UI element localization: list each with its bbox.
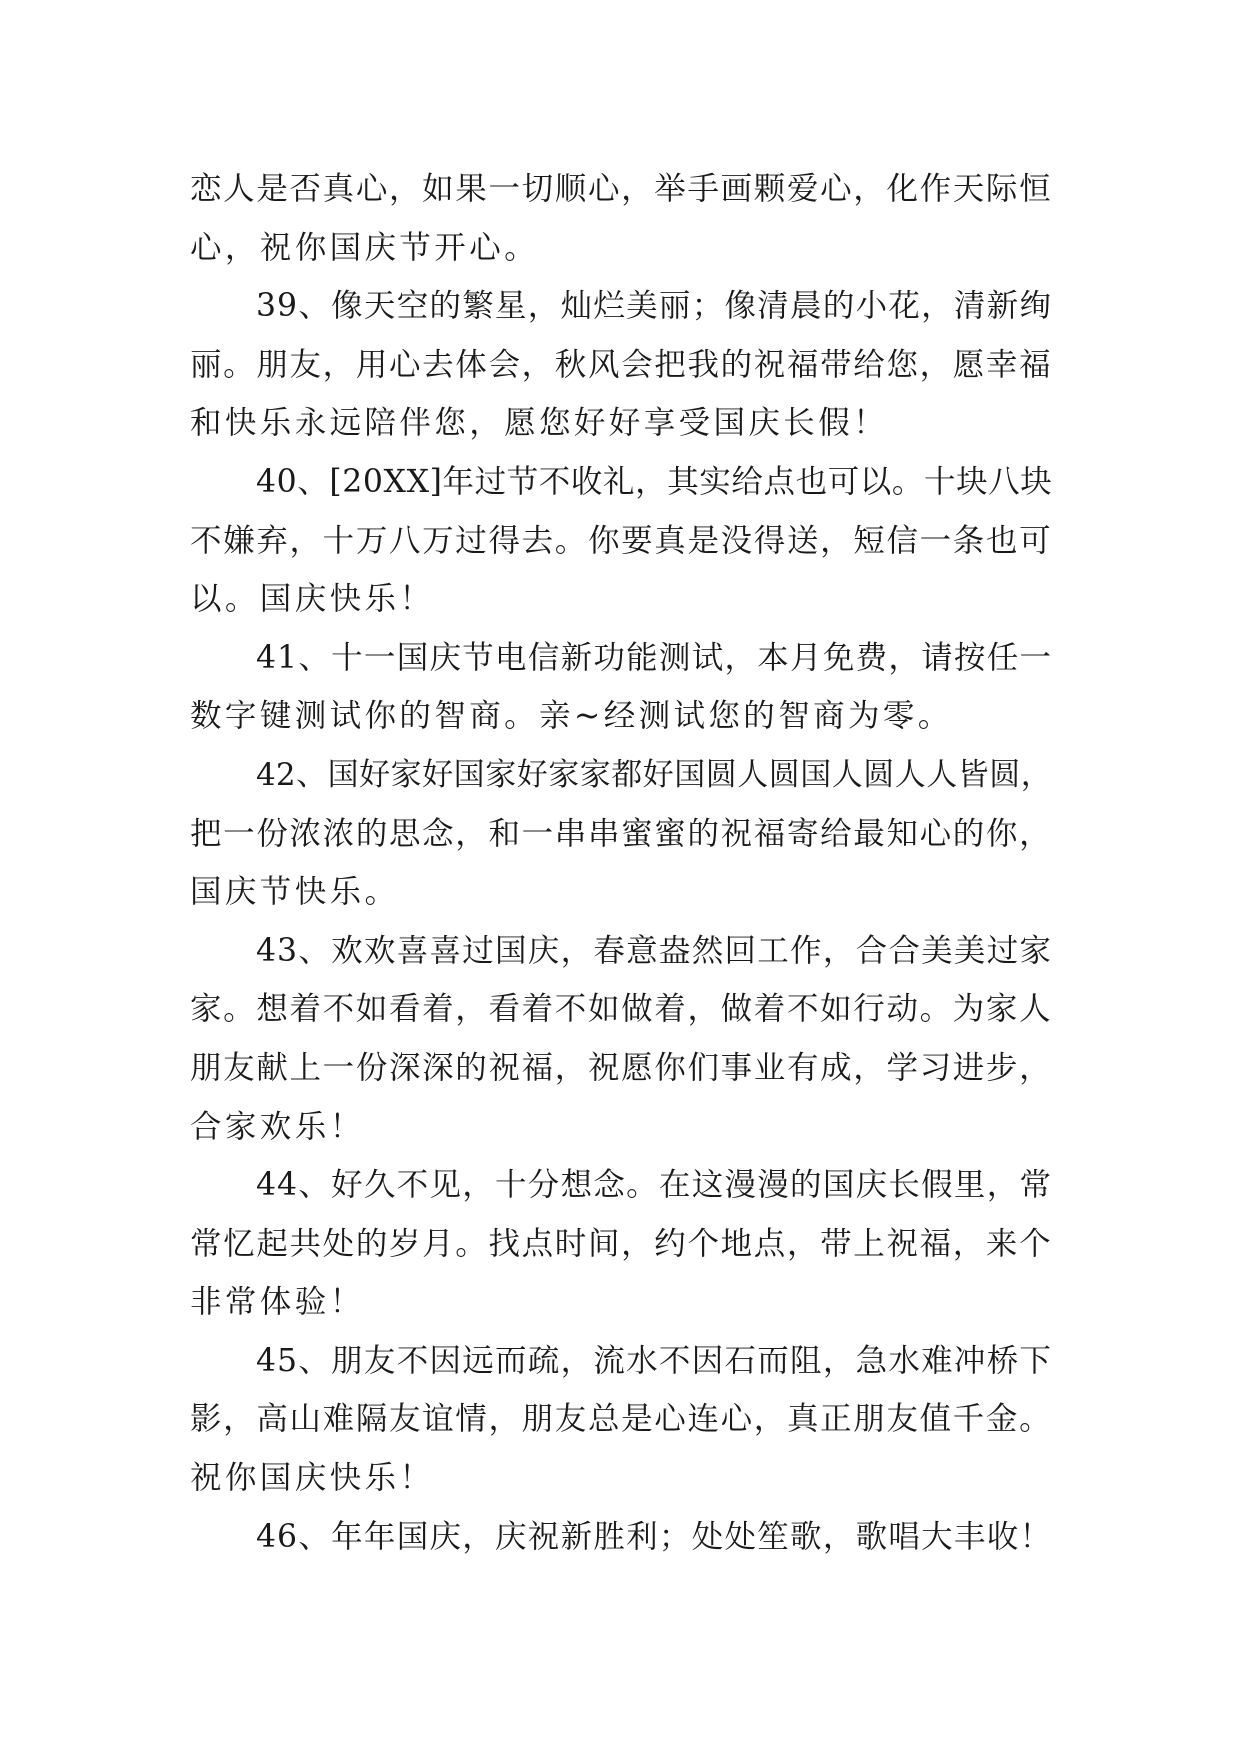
text-line: 合家欢乐！ [190, 1108, 365, 1145]
document-body [190, 160, 1052, 1566]
text-line: 和快乐永远陪伴您，愿您好好享受国庆长假！ [190, 405, 889, 442]
text-line: 44、好久不见，十分想念。在这漫漫的国庆长假里，常 [256, 1167, 1052, 1204]
paragraph-40 [190, 453, 1052, 629]
text-line: 朋友献上一份深深的祝福，祝愿你们事业有成，学习进步， [190, 1049, 1052, 1086]
text-line: 41、十一国庆节电信新功能测试，本月免费，请按任一 [256, 639, 1052, 676]
text-line: 不嫌弃，十万八万过得去。你要真是没得送，短信一条也可 [190, 522, 1052, 559]
paragraph-44 [190, 1156, 1052, 1332]
text-line: 家。想着不如看着，看着不如做着，做着不如行动。为家人 [190, 991, 1052, 1028]
text-line: 常忆起共处的岁月。找点时间，约个地点，带上祝福，来个 [190, 1225, 1052, 1262]
text-line: 丽。朋友，用心去体会，秋风会把我的祝福带给您，愿幸福 [190, 346, 1052, 383]
paragraph-43 [190, 922, 1052, 1156]
paragraph-38-continued [190, 160, 1052, 277]
paragraph-39 [190, 277, 1052, 453]
text-line: 把一份浓浓的思念，和一串串蜜蜜的祝福寄给最知心的你， [190, 815, 1052, 852]
text-line: 非常体验！ [190, 1284, 365, 1321]
text-line: 42、国好家好国家好家家都好国圆人圆国人圆人人皆圆， [256, 756, 1052, 793]
paragraph-42 [190, 746, 1052, 922]
text-line: 43、欢欢喜喜过国庆，春意盎然回工作，合合美美过家 [256, 932, 1052, 969]
text-line: 影，高山难隔友谊情，朋友总是心连心，真正朋友值千金。 [190, 1401, 1052, 1438]
text-line: 40、[20XX]年过节不收礼，其实给点也可以。十块八块 [256, 463, 1053, 500]
text-line: 国庆节快乐。 [190, 874, 400, 911]
paragraph-45 [190, 1332, 1052, 1508]
text-line: 45、朋友不因远而疏，流水不因石而阻，急水难冲桥下 [256, 1342, 1052, 1379]
text-line: 恋人是否真心，如果一切顺心，举手画颗爱心，化作天际恒 [190, 171, 1052, 207]
text-line: 数字键测试你的智商。亲~经测试您的智商为零。 [190, 698, 953, 735]
text-line: 祝你国庆快乐！ [190, 1460, 435, 1497]
paragraph-46 [190, 1508, 1052, 1567]
text-line: 46、年年国庆，庆祝新胜利；处处笙歌，歌唱大丰收！ [256, 1518, 1052, 1555]
text-line: 以。国庆快乐！ [190, 581, 435, 618]
paragraph-41 [190, 629, 1052, 746]
text-line: 心，祝你国庆节开心。 [190, 229, 540, 266]
text-line: 39、像天空的繁星，灿烂美丽；像清晨的小花，清新绚 [256, 288, 1052, 325]
